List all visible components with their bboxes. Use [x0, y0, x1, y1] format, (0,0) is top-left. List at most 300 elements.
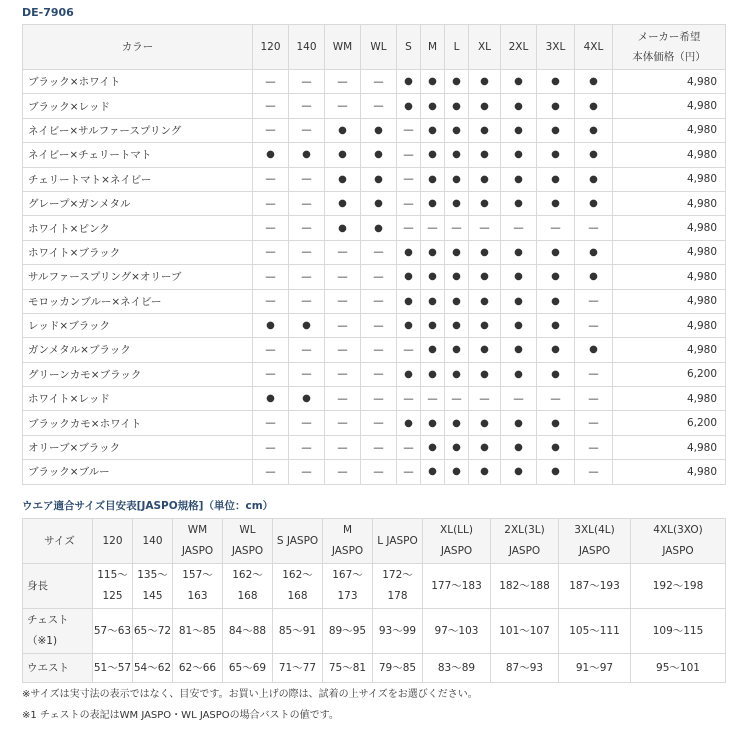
availability-cell: ●	[469, 313, 501, 337]
size-guide-header	[173, 519, 223, 564]
availability-cell: —	[325, 70, 361, 94]
availability-cell: ●	[537, 289, 575, 313]
availability-cell: ●	[361, 216, 397, 240]
size-table-body	[23, 519, 726, 683]
availability-cell: ●	[501, 94, 537, 118]
availability-cell: —	[325, 387, 361, 411]
measurement-value-line1: 182〜188	[499, 579, 550, 592]
availability-cell: —	[253, 167, 289, 191]
measurement-value	[491, 564, 559, 609]
availability-cell: —	[537, 216, 575, 240]
availability-cell: ●	[575, 70, 613, 94]
measurement-value-line1: 157〜	[182, 569, 213, 581]
size-guide-header-line1: WL	[239, 524, 256, 536]
availability-cell: ●	[537, 167, 575, 191]
size-guide-row	[23, 654, 726, 683]
measurement-value	[223, 654, 273, 683]
availability-cell: —	[469, 387, 501, 411]
size-guide-header	[423, 519, 491, 564]
availability-cell: ●	[253, 313, 289, 337]
price-cell: 4,980	[613, 191, 726, 215]
availability-cell: —	[361, 313, 397, 337]
availability-cell: —	[361, 338, 397, 362]
availability-cell: ●	[501, 411, 537, 435]
availability-cell: ●	[325, 167, 361, 191]
measurement-value-line1: 75〜81	[328, 661, 367, 674]
measurement-value	[173, 654, 223, 683]
availability-cell: ●	[445, 289, 469, 313]
color-table-header-row	[23, 25, 726, 70]
availability-cell: —	[397, 191, 421, 215]
measurement-value	[133, 654, 173, 683]
availability-cell: —	[253, 362, 289, 386]
size-guide-header-line2: JASPO	[331, 545, 364, 557]
availability-cell: —	[289, 70, 325, 94]
availability-cell: ●	[421, 338, 445, 362]
availability-cell: —	[289, 435, 325, 459]
product-code-title: DE-7906	[22, 6, 74, 19]
availability-cell: ●	[253, 143, 289, 167]
availability-cell: —	[253, 289, 289, 313]
measurement-value-line1: 54〜62	[133, 661, 172, 674]
measurement-value-line1: 97〜103	[434, 624, 479, 637]
price-cell: 4,980	[613, 70, 726, 94]
color-name: ブラック×ブルー	[23, 460, 253, 484]
availability-cell: —	[397, 143, 421, 167]
price-header-line1: メーカー希望	[637, 31, 701, 43]
color-row	[23, 313, 726, 337]
size-table-header-row	[23, 519, 726, 564]
measurement-value-line1: 187〜193	[569, 579, 620, 592]
color-name: ホワイト×レッド	[23, 387, 253, 411]
availability-cell: ●	[445, 240, 469, 264]
availability-cell: ●	[469, 70, 501, 94]
availability-cell: ●	[469, 240, 501, 264]
availability-cell: ●	[361, 191, 397, 215]
availability-cell: ●	[397, 94, 421, 118]
measurement-value	[323, 654, 373, 683]
availability-cell: —	[325, 338, 361, 362]
availability-cell: ●	[397, 240, 421, 264]
availability-cell: —	[445, 387, 469, 411]
availability-cell: ●	[397, 313, 421, 337]
measurement-value-line1: 93〜99	[378, 624, 417, 637]
availability-cell: —	[501, 216, 537, 240]
availability-cell: —	[325, 460, 361, 484]
availability-cell: —	[289, 216, 325, 240]
measurement-value	[491, 609, 559, 654]
availability-cell: —	[289, 460, 325, 484]
availability-cell: ●	[421, 94, 445, 118]
measurement-value	[133, 609, 173, 654]
availability-cell: ●	[445, 338, 469, 362]
availability-cell: —	[361, 240, 397, 264]
size-guide-header-line2: JASPO	[181, 545, 214, 557]
availability-cell: —	[289, 167, 325, 191]
color-row	[23, 70, 726, 94]
measurement-value-line1: 162〜	[232, 569, 263, 581]
availability-cell: —	[575, 362, 613, 386]
measurement-value-line2: 178	[387, 590, 408, 602]
availability-cell: ●	[397, 411, 421, 435]
availability-cell: ●	[501, 167, 537, 191]
availability-cell: ●	[501, 191, 537, 215]
color-name: ホワイト×ブラック	[23, 240, 253, 264]
color-row	[23, 460, 726, 484]
availability-cell: ●	[325, 143, 361, 167]
availability-cell: —	[289, 289, 325, 313]
availability-cell: ●	[575, 265, 613, 289]
size-guide-header	[133, 519, 173, 564]
availability-cell: ●	[501, 460, 537, 484]
measurement-value-line1: 177〜183	[431, 579, 482, 592]
color-name: ネイビー×サルファースプリング	[23, 118, 253, 142]
price-cell: 4,980	[613, 240, 726, 264]
availability-cell: —	[397, 435, 421, 459]
availability-cell: ●	[501, 265, 537, 289]
availability-cell: ●	[537, 240, 575, 264]
availability-cell: —	[325, 94, 361, 118]
availability-cell: ●	[421, 460, 445, 484]
color-column-header: カラー	[23, 25, 253, 70]
availability-cell: ●	[537, 94, 575, 118]
color-name: ガンメタル×ブラック	[23, 338, 253, 362]
availability-cell: —	[289, 191, 325, 215]
availability-cell: ●	[501, 362, 537, 386]
size-table-title: ウエア適合サイズ目安表[JASPO規格]（単位：cm）	[22, 500, 274, 512]
availability-cell: —	[361, 387, 397, 411]
measurement-value-line2: 145	[142, 590, 163, 602]
availability-cell: —	[253, 435, 289, 459]
price-cell: 4,980	[613, 460, 726, 484]
availability-cell: ●	[575, 191, 613, 215]
availability-cell: —	[253, 460, 289, 484]
size-guide-header-line1: XL(LL)	[440, 524, 473, 536]
availability-cell: —	[361, 70, 397, 94]
color-availability-table	[22, 24, 726, 485]
availability-cell: ●	[575, 338, 613, 362]
availability-cell: ●	[421, 289, 445, 313]
measurement-value-line2: 163	[187, 590, 208, 602]
availability-cell: —	[325, 313, 361, 337]
availability-cell: ●	[469, 411, 501, 435]
price-cell: 4,980	[613, 313, 726, 337]
availability-cell: —	[289, 338, 325, 362]
availability-cell: —	[253, 265, 289, 289]
color-name: サルファースプリング×オリーブ	[23, 265, 253, 289]
size-header: 120	[253, 25, 289, 70]
measurement-value-line1: 62〜66	[178, 661, 217, 674]
availability-cell: —	[575, 387, 613, 411]
availability-cell: ●	[469, 362, 501, 386]
availability-cell: —	[575, 216, 613, 240]
availability-cell: ●	[397, 362, 421, 386]
color-row	[23, 435, 726, 459]
availability-cell: ●	[537, 460, 575, 484]
measurement-value-line1: 51〜57	[93, 661, 132, 674]
measurement-value-line1: 95〜101	[656, 661, 700, 674]
availability-cell: ●	[421, 411, 445, 435]
price-cell: 4,980	[613, 265, 726, 289]
availability-cell: ●	[421, 191, 445, 215]
availability-cell: —	[289, 265, 325, 289]
availability-cell: —	[575, 435, 613, 459]
availability-cell: ●	[575, 167, 613, 191]
measurement-value	[173, 564, 223, 609]
availability-cell: ●	[361, 167, 397, 191]
measurement-label-line1: ウエスト	[27, 661, 69, 674]
measurement-value	[173, 609, 223, 654]
color-row	[23, 362, 726, 386]
measurement-value-line1: 87〜93	[505, 661, 544, 674]
note-chest-bust: ※1 チェストの表記はWM JASPO・WL JASPOの場合バストの値です。	[22, 710, 339, 721]
size-header: 3XL	[537, 25, 575, 70]
measurement-value	[631, 564, 726, 609]
size-guide-header-line1: WM	[187, 524, 208, 536]
color-name: ブラック×レッド	[23, 94, 253, 118]
availability-cell: ●	[537, 435, 575, 459]
availability-cell: ●	[325, 191, 361, 215]
measurement-value	[223, 564, 273, 609]
measurement-value	[373, 609, 423, 654]
availability-cell: —	[253, 216, 289, 240]
availability-cell: —	[397, 118, 421, 142]
availability-cell: ●	[361, 118, 397, 142]
availability-cell: ●	[537, 191, 575, 215]
measurement-value-line2: 125	[102, 590, 123, 602]
size-header: WM	[325, 25, 361, 70]
availability-cell: ●	[289, 143, 325, 167]
availability-cell: ●	[501, 143, 537, 167]
availability-cell: —	[575, 313, 613, 337]
availability-cell: ●	[445, 70, 469, 94]
color-row	[23, 265, 726, 289]
availability-cell: ●	[501, 435, 537, 459]
availability-cell: ●	[469, 265, 501, 289]
availability-cell: ●	[421, 143, 445, 167]
availability-cell: —	[421, 216, 445, 240]
color-name: ブラックカモ×ホワイト	[23, 411, 253, 435]
measurement-value	[273, 654, 323, 683]
availability-cell: ●	[325, 118, 361, 142]
size-guide-table	[22, 518, 726, 683]
availability-cell: —	[397, 387, 421, 411]
measurement-value-line1: 101〜107	[499, 624, 550, 637]
availability-cell: ●	[537, 118, 575, 142]
size-guide-header-line2: JASPO	[578, 545, 611, 557]
availability-cell: —	[325, 240, 361, 264]
measurement-value	[93, 564, 133, 609]
color-row	[23, 191, 726, 215]
measurement-value	[223, 609, 273, 654]
availability-cell: ●	[575, 94, 613, 118]
availability-cell: ●	[397, 289, 421, 313]
measurement-value-line1: 91〜97	[575, 661, 614, 674]
measurement-value-line1: 79〜85	[378, 661, 417, 674]
availability-cell: ●	[575, 143, 613, 167]
availability-cell: —	[397, 338, 421, 362]
measurement-value	[423, 609, 491, 654]
price-cell: 4,980	[613, 216, 726, 240]
availability-cell: ●	[537, 338, 575, 362]
size-guide-header-line1: 140	[142, 534, 163, 547]
availability-cell: —	[575, 411, 613, 435]
measurement-value-line1: 192〜198	[652, 579, 704, 592]
measurement-value-line1: 89〜95	[328, 624, 367, 637]
availability-cell: —	[397, 167, 421, 191]
availability-cell: ●	[575, 118, 613, 142]
measurement-value	[631, 609, 726, 654]
measurement-label-line1: 身長	[27, 579, 48, 592]
color-row	[23, 240, 726, 264]
size-guide-header-line1: 2XL(3L)	[504, 524, 545, 536]
availability-cell: —	[361, 435, 397, 459]
color-name: チェリートマト×ネイビー	[23, 167, 253, 191]
color-name: オリーブ×ブラック	[23, 435, 253, 459]
measurement-value-line1: 85〜91	[278, 624, 317, 637]
availability-cell: ●	[421, 240, 445, 264]
availability-cell: ●	[445, 460, 469, 484]
size-guide-header-line1: M	[342, 524, 353, 536]
measurement-value-line2: 173	[337, 590, 358, 602]
color-row	[23, 338, 726, 362]
price-cell: 4,980	[613, 167, 726, 191]
measurement-value	[559, 654, 631, 683]
size-guide-header-line1: 120	[102, 534, 123, 547]
size-guide-row	[23, 609, 726, 654]
price-cell: 6,200	[613, 411, 726, 435]
measurement-value-line1: 105〜111	[569, 624, 620, 637]
availability-cell: —	[325, 289, 361, 313]
availability-cell: ●	[445, 191, 469, 215]
size-guide-header-line2: JASPO	[440, 545, 473, 557]
measurement-value	[93, 654, 133, 683]
availability-cell: ●	[421, 70, 445, 94]
availability-cell: ●	[445, 94, 469, 118]
availability-cell: —	[361, 460, 397, 484]
size-header: XL	[469, 25, 501, 70]
size-guide-header	[631, 519, 726, 564]
measurement-value	[323, 609, 373, 654]
availability-cell: ●	[469, 289, 501, 313]
measurement-label	[23, 564, 93, 609]
size-guide-header-line1: 3XL(4L)	[574, 524, 615, 536]
price-cell: 4,980	[613, 94, 726, 118]
measurement-label	[23, 654, 93, 683]
color-name: グレープ×ガンメタル	[23, 191, 253, 215]
measurement-value	[93, 609, 133, 654]
measurement-value-line1: 83〜89	[437, 661, 476, 674]
availability-cell: ●	[445, 411, 469, 435]
availability-cell: ●	[361, 143, 397, 167]
price-column-header	[613, 25, 726, 70]
price-cell: 4,980	[613, 387, 726, 411]
size-guide-header	[323, 519, 373, 564]
color-table-body	[23, 70, 726, 485]
size-header: L	[445, 25, 469, 70]
measurement-value	[559, 564, 631, 609]
availability-cell: ●	[445, 362, 469, 386]
measurement-value-line1: 57〜63	[93, 624, 132, 637]
availability-cell: ●	[537, 362, 575, 386]
color-name: ネイビー×チェリートマト	[23, 143, 253, 167]
availability-cell: —	[325, 362, 361, 386]
color-row	[23, 118, 726, 142]
size-guide-header-line2: JASPO	[231, 545, 264, 557]
availability-cell: —	[325, 435, 361, 459]
availability-cell: ●	[397, 70, 421, 94]
color-name: グリーンカモ×ブラック	[23, 362, 253, 386]
measurement-value-line1: 71〜77	[278, 661, 317, 674]
availability-cell: ●	[421, 167, 445, 191]
availability-cell: ●	[575, 240, 613, 264]
availability-cell: ●	[253, 387, 289, 411]
size-guide-header-line1: S JASPO	[276, 534, 319, 547]
availability-cell: ●	[397, 265, 421, 289]
color-row	[23, 167, 726, 191]
availability-cell: ●	[537, 70, 575, 94]
color-row	[23, 216, 726, 240]
availability-cell: ●	[537, 143, 575, 167]
measurement-value-line1: 162〜	[282, 569, 313, 581]
size-header: WL	[361, 25, 397, 70]
size-guide-header-line1: L JASPO	[377, 534, 418, 547]
color-name: ブラック×ホワイト	[23, 70, 253, 94]
measurement-value-line2: 168	[287, 590, 308, 602]
measurement-value	[559, 609, 631, 654]
availability-cell: —	[445, 216, 469, 240]
price-cell: 4,980	[613, 435, 726, 459]
price-header-line2: 本体価格（円）	[632, 51, 706, 63]
availability-cell: ●	[445, 435, 469, 459]
measurement-value-line1: 109〜115	[652, 624, 704, 637]
size-guide-header-line2: JASPO	[662, 545, 694, 557]
availability-cell: ●	[537, 313, 575, 337]
size-corner-header: サイズ	[23, 519, 93, 564]
availability-cell: ●	[469, 143, 501, 167]
note-size-disclaimer: ※サイズは実寸法の表示ではなく、目安です。お買い上げの際は、試着の上サイズをお選びください。	[22, 689, 478, 700]
availability-cell: —	[253, 240, 289, 264]
color-row	[23, 143, 726, 167]
color-row	[23, 289, 726, 313]
size-guide-header	[223, 519, 273, 564]
measurement-value-line1: 135〜	[137, 569, 168, 581]
measurement-value-line1: 167〜	[332, 569, 363, 581]
measurement-label-line1: チェスト	[27, 614, 69, 626]
measurement-value-line1: 65〜72	[133, 624, 172, 637]
availability-cell: —	[537, 387, 575, 411]
availability-cell: —	[361, 94, 397, 118]
availability-cell: ●	[501, 313, 537, 337]
availability-cell: —	[575, 289, 613, 313]
color-row	[23, 387, 726, 411]
size-header: 4XL	[575, 25, 613, 70]
color-row	[23, 94, 726, 118]
availability-cell: —	[253, 118, 289, 142]
availability-cell: —	[421, 387, 445, 411]
size-guide-header	[93, 519, 133, 564]
price-cell: 4,980	[613, 338, 726, 362]
availability-cell: —	[575, 460, 613, 484]
availability-cell: ●	[445, 265, 469, 289]
measurement-value	[373, 654, 423, 683]
availability-cell: ●	[421, 265, 445, 289]
measurement-value	[273, 609, 323, 654]
measurement-value	[491, 654, 559, 683]
availability-cell: —	[289, 240, 325, 264]
size-header: M	[421, 25, 445, 70]
color-name: ホワイト×ピンク	[23, 216, 253, 240]
